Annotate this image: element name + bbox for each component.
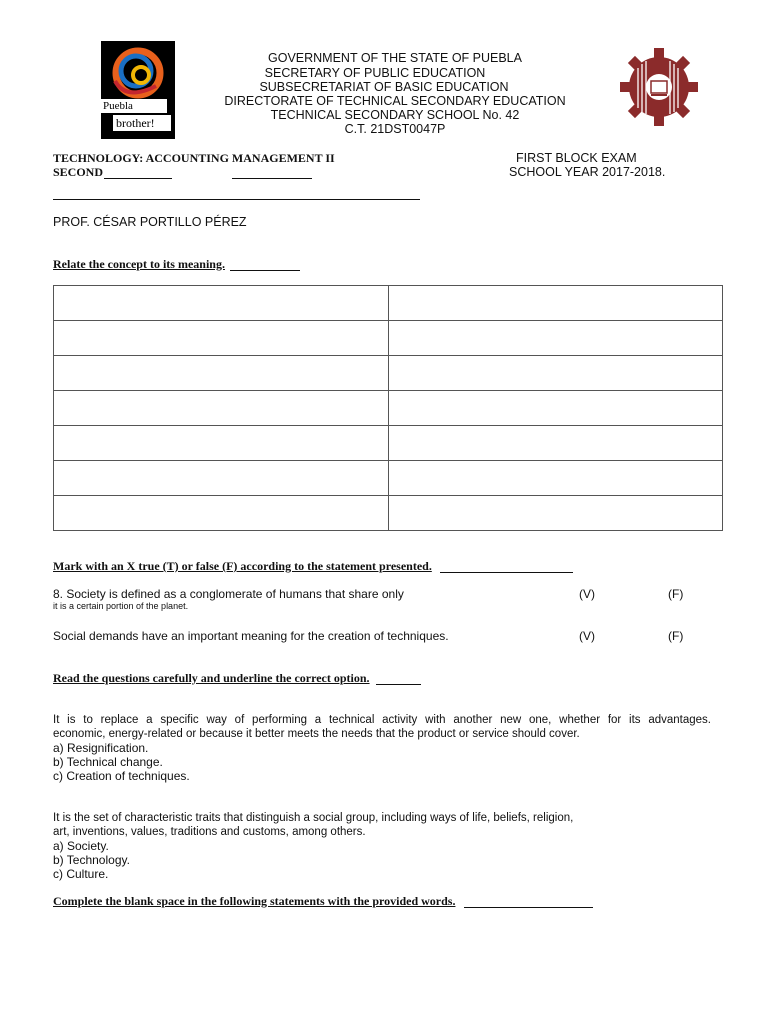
student-name-blank[interactable] — [53, 199, 420, 200]
header-line-6: C.T. 21DST0047P — [344, 122, 446, 136]
tf-1-false-option[interactable]: (F) — [668, 587, 684, 601]
question-2-text-line-1: It is the set of characteristic traits that distinguish a social group, including ways of life, beliefs, religion, — [53, 812, 574, 824]
table-row — [54, 496, 723, 531]
question-1-option-a[interactable]: a) Resignification. — [53, 741, 149, 755]
underline-title-underline — [376, 684, 421, 685]
meaning-cell[interactable] — [388, 496, 723, 531]
table-row — [54, 356, 723, 391]
tf-statement-1-continuation: it is a certain portion of the planet. — [53, 601, 189, 611]
concept-cell[interactable] — [54, 321, 389, 356]
concept-cell[interactable] — [54, 286, 389, 321]
true-false-title-underline — [440, 572, 573, 573]
logo-text-brother: brother! — [116, 116, 155, 130]
logo-text-puebla: Puebla — [103, 100, 133, 112]
meaning-cell[interactable] — [388, 356, 723, 391]
question-1-option-b[interactable]: b) Technical change. — [53, 755, 163, 769]
grade-label: SECOND — [53, 165, 104, 179]
question-2-option-a[interactable]: a) Society. — [53, 839, 109, 853]
header-line-4: DIRECTORATE OF TECHNICAL SECONDARY EDUCATION — [224, 94, 566, 108]
table-row — [54, 321, 723, 356]
group-blank[interactable] — [232, 178, 312, 179]
meaning-cell[interactable] — [388, 286, 723, 321]
header-line-1: GOVERNMENT OF THE STATE OF PUEBLA — [268, 51, 522, 65]
complete-title-underline — [464, 907, 593, 908]
complete-section-title: Complete the blank space in the following statements with the provided words. — [53, 894, 456, 908]
table-row — [54, 391, 723, 426]
tf-2-false-option[interactable]: (F) — [668, 629, 684, 643]
meaning-cell[interactable] — [388, 321, 723, 356]
question-2-option-c[interactable]: c) Culture. — [53, 867, 109, 881]
tf-statement-2: Social demands have an important meaning for the creation of techniques. — [53, 629, 449, 643]
table-row — [54, 461, 723, 496]
technology-title: TECHNOLOGY: ACCOUNTING MANAGEMENT II — [53, 151, 335, 165]
relate-title-underline — [230, 270, 300, 271]
question-1-text-line-1: It is to replace a specific way of performing a technical activity with another new one, whether for its advantages. — [53, 714, 711, 726]
concept-cell[interactable] — [54, 426, 389, 461]
table-row — [54, 426, 723, 461]
tf-1-true-option[interactable]: (V) — [579, 587, 595, 601]
table-row — [54, 286, 723, 321]
question-2-option-b[interactable]: b) Technology. — [53, 853, 130, 867]
tf-2-true-option[interactable]: (V) — [579, 629, 595, 643]
relate-table — [53, 285, 723, 531]
meaning-cell[interactable] — [388, 461, 723, 496]
school-year: SCHOOL YEAR 2017-2018. — [509, 165, 666, 179]
concept-cell[interactable] — [54, 356, 389, 391]
meaning-cell[interactable] — [388, 426, 723, 461]
professor-name: PROF. CÉSAR PORTILLO PÉREZ — [53, 215, 247, 229]
concept-cell[interactable] — [54, 496, 389, 531]
concept-cell[interactable] — [54, 461, 389, 496]
school-gear-logo-icon — [620, 48, 698, 126]
exam-name: FIRST BLOCK EXAM — [516, 151, 637, 165]
header-line-5: TECHNICAL SECONDARY SCHOOL No. 42 — [270, 108, 520, 122]
relate-section-title: Relate the concept to its meaning. — [53, 257, 225, 271]
concept-cell[interactable] — [54, 391, 389, 426]
header-line-2: SECRETARY OF PUBLIC EDUCATION — [264, 66, 486, 80]
tf-statement-1: 8. Society is defined as a conglomerate of humans that share only — [53, 587, 404, 601]
puebla-logo — [101, 41, 175, 139]
question-2-text-line-2: art, inventions, values, traditions and customs, among others. — [53, 826, 366, 838]
grade-blank[interactable] — [104, 178, 172, 179]
true-false-section-title: Mark with an X true (T) or false (F) according to the statement presented. — [53, 559, 432, 573]
question-1-option-c[interactable]: c) Creation of techniques. — [53, 769, 190, 783]
meaning-cell[interactable] — [388, 391, 723, 426]
header-line-3: SUBSECRETARIAT OF BASIC EDUCATION — [259, 80, 509, 94]
question-1-text-line-2: economic, energy-related or because it better meets the needs that the product or service should cover. — [53, 728, 580, 740]
underline-section-title: Read the questions carefully and underline the correct option. — [53, 671, 370, 685]
